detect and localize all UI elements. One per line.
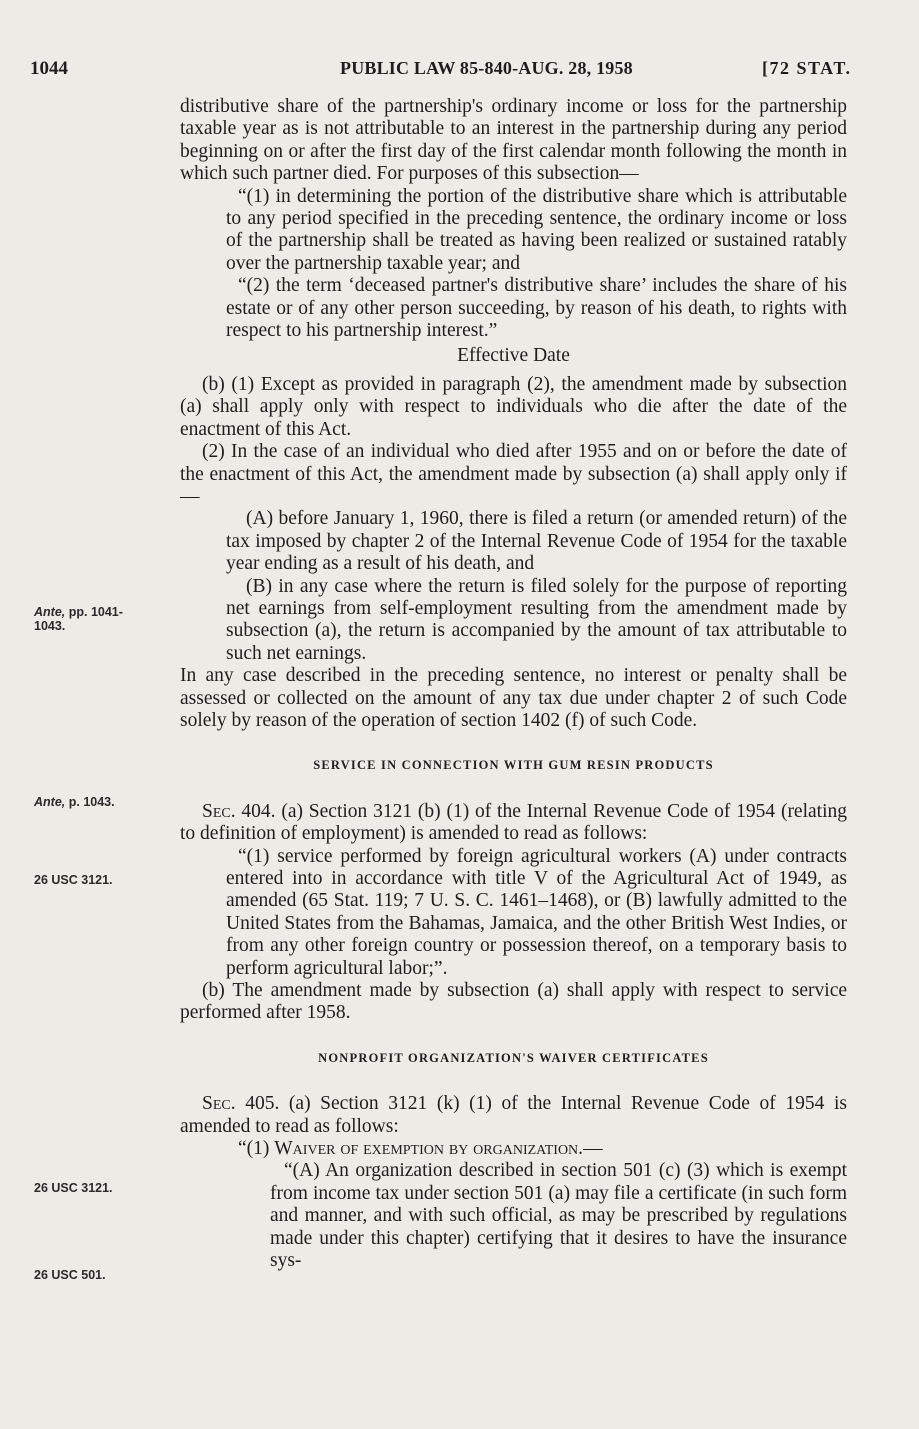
subparagraph-B: (B) in any case where the return is filed solely for the purpose of reporting net earnings from self-employment resulting from the amendment made by subsection (a), the return is accompanied by the amount of tax attributable to such net earnings. (226, 575, 847, 664)
document-body (180, 96, 847, 1273)
section-404-text: 404. (a) Section 3121 (b) (1) of the Internal Revenue Code of 1954 (relating to definition of employment) is amended to read as follows: (180, 800, 847, 845)
margin-note-ante-label: Ante, (34, 795, 66, 809)
section-label: Sec. (202, 1093, 236, 1115)
waiver-title: Waiver of exemption by organization. (274, 1138, 584, 1160)
paragraph-closing: In any case described in the preceding sentence, no interest or penalty shall be assessed or collected on the amount of any tax due under chapter 2 of such Code solely by reason of the operation of section 1402 (f) of such Code. (180, 665, 847, 731)
margin-note-text: pp. 1041- (68, 605, 123, 619)
margin-note-ante-1043 (34, 795, 115, 809)
quoted-paragraph-2: “(2) the term ‘deceased partner's distributive share’ includes the share of his estate or of any other person succeeding, by reason of his death, to rights with respect to his partnership interest.” (226, 275, 847, 342)
section-405-text: 405. (a) Section 3121 (k) (1) of the Internal Revenue Code of 1954 is amended to read as follows: (180, 1093, 847, 1137)
paragraph-continuation: distributive share of the partnership's ordinary income or loss for the partnership taxable year as is not attributable to an interest in the partnership during any period beginning on or after the first day of the first calendar month following the month in which such partner died. For purposes of this subsection— (180, 96, 847, 185)
margin-note-ante-label: Ante, (34, 605, 66, 619)
paragraph-404-b: (b) The amendment made by subsection (a) shall apply with respect to service performed after 1958. (180, 980, 847, 1024)
margin-note-ante-1041 (34, 605, 123, 633)
quoted-paragraph-404: “(1) service performed by foreign agricultural workers (A) under contracts entered into in accordance with title V of the Agricultural Act of 1949, as amended (65 Stat. 119; 7 U. S. C. 1461–1468), or (B) lawfully admitted to the United States from the Bahamas, Jamaica, and the other British West Indies, or from any other foreign country or possession thereof, on a temporary basis to perform agricultural labor;”. (226, 845, 847, 979)
margin-note-text: p. 1043. (68, 795, 115, 809)
running-head: PUBLIC LAW 85-840-AUG. 28, 1958 (340, 58, 633, 78)
statute-reference: [72 STAT. (762, 58, 852, 78)
margin-note-text-cont: 1043. (34, 619, 66, 633)
section-404 (180, 801, 847, 846)
subparagraph-A: (A) before January 1, 1960, there is filed a return (or amended return) of the tax imposed by chapter 2 of the Internal Revenue Code of 1954 for the taxable year ending as a result of his death, and (226, 508, 847, 575)
paragraph-b2: (2) In the case of an individual who died after 1955 and on or before the date of the enactment of this Act, the amendment made by subsection (a) shall apply only if— (180, 441, 847, 507)
section-heading-gum-resin: SERVICE IN CONNECTION WITH GUM RESIN PRODUCTS (313, 758, 714, 773)
margin-note-usc-501: 26 USC 501. (34, 1268, 106, 1282)
quoted-paragraph-405 (226, 1138, 847, 1160)
section-label: Sec. (202, 800, 236, 822)
quote-dash: — (583, 1138, 603, 1160)
section-heading-waiver: NONPROFIT ORGANIZATION'S WAIVER CERTIFICATES (318, 1050, 709, 1065)
page-header (30, 58, 860, 86)
quoted-paragraph-1: “(1) in determining the portion of the distributive share which is attributable to any period specified in the preceding sentence, the ordinary income or loss of the partnership shall be treated as having been realized or sustained ratably over the partnership taxable year; and (226, 185, 847, 274)
subheading-effective-date: Effective Date (457, 345, 570, 367)
margin-note-usc-3121-a: 26 USC 3121. (34, 873, 113, 887)
section-405 (180, 1093, 847, 1138)
quote-prefix: “(1) (238, 1138, 275, 1160)
quoted-subparagraph-405-A: “(A) An organization described in section 501 (c) (3) which is exempt from income tax under section 501 (a) may file a certificate (in such form and manner, and with such official, as may be prescribed by regulations made under this chapter) certifying that it desires to have the insurance sys- (270, 1160, 847, 1272)
margin-note-usc-3121-b: 26 USC 3121. (34, 1181, 113, 1195)
paragraph-b1: (b) (1) Except as provided in paragraph (2), the amendment made by subsection (a) shall apply only with respect to individuals who die after the date of the enactment of this Act. (180, 373, 847, 440)
page-number: 1044 (30, 58, 68, 79)
